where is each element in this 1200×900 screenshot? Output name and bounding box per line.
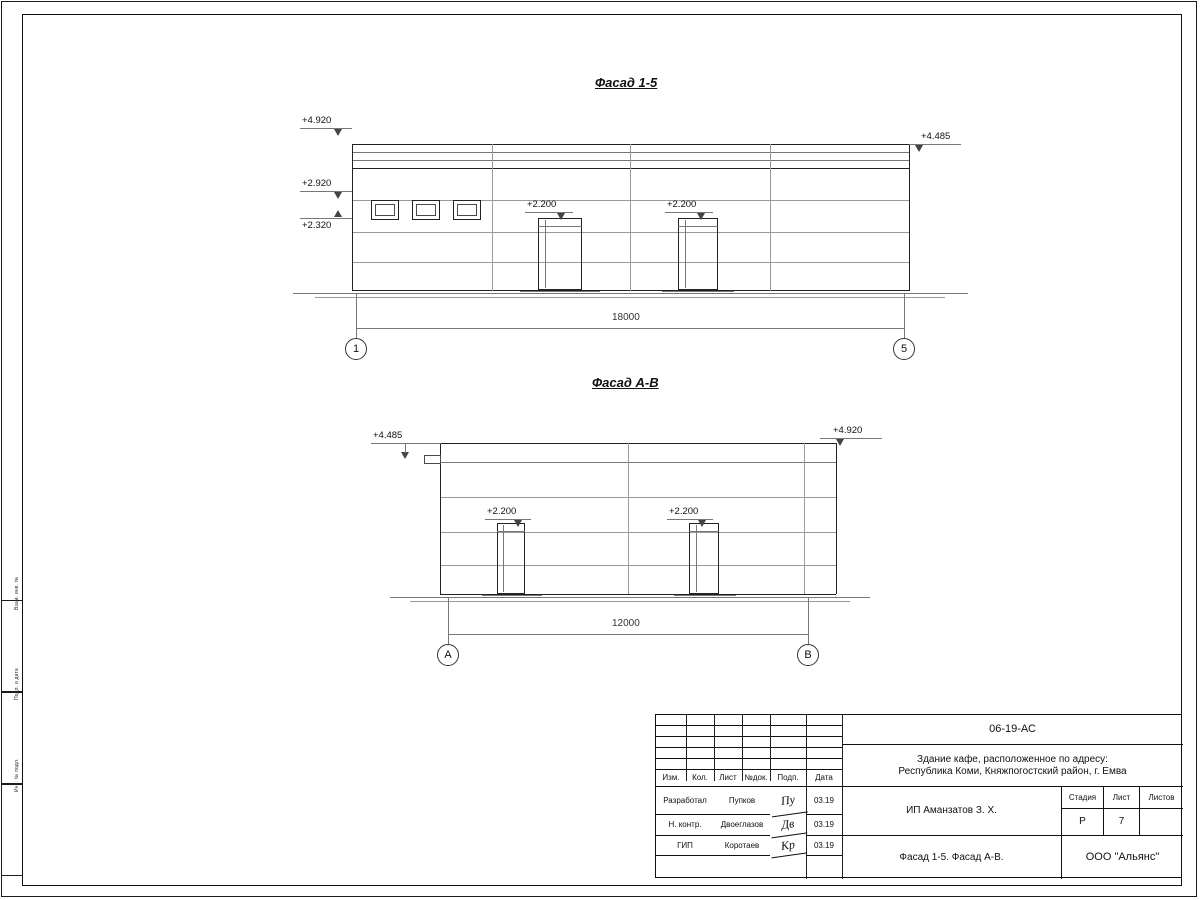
facade1-level-4485-arrow bbox=[915, 145, 923, 152]
facade2-door-2-transom bbox=[689, 531, 719, 532]
facade2-door1-level-arrow bbox=[514, 520, 522, 527]
stamp-left-blank-5 bbox=[656, 759, 842, 770]
facade2-cornice-line bbox=[440, 462, 836, 463]
facade2-right-edge bbox=[836, 443, 837, 594]
stamp-col-izm: Изм. bbox=[656, 770, 686, 787]
facade1-level-4485: +4.485 bbox=[921, 131, 951, 142]
facade2-ext-line-right bbox=[808, 598, 809, 638]
facade1-level-2920-leader bbox=[300, 191, 352, 192]
facade2-door-2 bbox=[689, 523, 719, 594]
stamp-signature-4 bbox=[770, 856, 806, 879]
facade1-axis-bubble-1: 1 bbox=[345, 338, 367, 360]
facade2-door-1-leaf bbox=[503, 525, 504, 592]
margin-label-1: Взам. инв. № bbox=[14, 576, 20, 610]
facade2-roof-line bbox=[440, 443, 836, 444]
stamp-sheet-title: Фасад 1-5. Фасад А-В. bbox=[842, 836, 1062, 879]
facade2-roof-vent bbox=[424, 455, 441, 464]
stamp-object-name bbox=[842, 745, 1183, 787]
stamp-col-ndok: №док. bbox=[742, 770, 770, 787]
facade2-door1-level: +2.200 bbox=[487, 506, 517, 517]
facade2-axis-line-right bbox=[804, 443, 805, 594]
stamp-left-blank-3 bbox=[656, 737, 842, 748]
facade2-level-4920-leader bbox=[820, 438, 882, 439]
facade2-door2-level-leader bbox=[667, 519, 713, 520]
facade2-door-1-step bbox=[482, 595, 542, 596]
stamp-lists-header: Листов bbox=[1140, 787, 1183, 809]
stamp-name-3: Коротаев bbox=[714, 836, 770, 856]
stamp-role-1: Разработал bbox=[656, 787, 714, 815]
facade1-level-2320-arrow bbox=[334, 210, 342, 217]
margin-strip-3 bbox=[1, 784, 22, 876]
stamp-col-podp: Подп. bbox=[770, 770, 806, 787]
stamp-date-4 bbox=[806, 856, 842, 879]
drawing-title-facade-a-b: Фасад А-В bbox=[592, 375, 659, 390]
facade1-level-2320: +2.320 bbox=[302, 220, 332, 231]
facade1-level-2920-arrow bbox=[334, 192, 342, 199]
stamp-signature-2: Дв bbox=[769, 813, 808, 839]
facade1-window-1-inner bbox=[375, 204, 395, 216]
facade1-door-2-transom bbox=[678, 226, 718, 227]
facade2-level-4920: +4.920 bbox=[833, 425, 863, 436]
stamp-organization: ООО "Альянс" bbox=[1085, 851, 1160, 864]
facade2-axis-bubble-b: В bbox=[797, 644, 819, 666]
stamp-signature-1: Пу bbox=[768, 785, 808, 818]
facade2-level-4920-arrow bbox=[836, 439, 844, 446]
stamp-name-4 bbox=[714, 856, 770, 879]
stamp-signature-3: Кр bbox=[769, 834, 807, 859]
facade1-left-edge bbox=[352, 144, 353, 291]
facade2-dimension-line bbox=[448, 634, 808, 635]
facade1-door-1-transom bbox=[538, 226, 582, 227]
facade2-door2-level: +2.200 bbox=[669, 506, 699, 517]
stamp-col-list: Лист bbox=[714, 770, 742, 787]
facade1-door1-level-leader bbox=[525, 212, 573, 213]
facade2-door-1-transom bbox=[497, 531, 525, 532]
facade1-door1-level: +2.200 bbox=[527, 199, 557, 210]
stamp-col-kol: Кол. bbox=[686, 770, 714, 787]
facade1-level-4920-leader bbox=[300, 128, 352, 129]
facade2-ground-line bbox=[390, 597, 870, 598]
facade2-door-1 bbox=[497, 523, 525, 594]
facade2-axis-bubble-a: А bbox=[437, 644, 459, 666]
facade1-level-2320-leader bbox=[300, 218, 352, 219]
stamp-name-1: Пупков bbox=[714, 787, 770, 815]
facade2-panel-line-1 bbox=[440, 497, 836, 498]
facade1-level-2920: +2.920 bbox=[302, 178, 332, 189]
facade1-door2-level: +2.200 bbox=[667, 199, 697, 210]
facade2-door-2-step bbox=[674, 595, 736, 596]
stamp-date-2: 03.19 bbox=[806, 815, 842, 836]
facade1-axis-bubble-5: 5 bbox=[893, 338, 915, 360]
facade2-level-4485-arrow bbox=[401, 452, 409, 459]
stamp-customer: ИП Аманзатов З. Х. bbox=[842, 787, 1062, 836]
stamp-date-1: 03.19 bbox=[806, 787, 842, 815]
stamp-col-data: Дата bbox=[806, 770, 842, 787]
stamp-role-4 bbox=[656, 856, 714, 879]
facade1-window-3-inner bbox=[457, 204, 477, 216]
facade1-ground-line bbox=[293, 293, 968, 294]
facade1-door-1-step bbox=[520, 291, 600, 292]
stamp-role-3: ГИП bbox=[656, 836, 714, 856]
facade1-right-edge bbox=[909, 144, 910, 291]
facade1-door-2-step bbox=[662, 291, 734, 292]
stamp-name-2: Двоеглазов bbox=[714, 815, 770, 836]
stamp-doc-code: 06-19-АС bbox=[842, 715, 1183, 745]
stamp-left-blank-1 bbox=[656, 715, 842, 726]
stamp-left-blank-4 bbox=[656, 748, 842, 759]
stamp-list-value: 7 bbox=[1104, 809, 1140, 836]
facade2-level-4485: +4.485 bbox=[373, 430, 403, 441]
facade1-dimension-18000: 18000 bbox=[612, 312, 640, 323]
facade1-door-2-leaf bbox=[685, 220, 686, 288]
facade1-axis-line-3 bbox=[630, 144, 631, 291]
stamp-stage-value: Р bbox=[1062, 809, 1104, 836]
facade1-door-2 bbox=[678, 218, 718, 290]
facade1-level-4920-arrow bbox=[334, 129, 342, 136]
facade1-door2-level-leader bbox=[665, 212, 713, 213]
stamp-stage-header: Стадия bbox=[1062, 787, 1104, 809]
facade2-ext-line-left bbox=[448, 598, 449, 638]
facade1-door-1-leaf bbox=[545, 220, 546, 288]
facade1-level-4920: +4.920 bbox=[302, 115, 332, 126]
facade1-ground-line-2 bbox=[315, 297, 945, 298]
facade1-axis-line-2 bbox=[492, 144, 493, 291]
facade2-door2-level-arrow bbox=[698, 520, 706, 527]
stamp-object-line-2: Республика Коми, Княжпогостский район, г. Емва bbox=[898, 765, 1127, 777]
facade2-ground-line-2 bbox=[410, 601, 850, 602]
facade1-door1-level-arrow bbox=[557, 213, 565, 220]
drawing-title-facade-1-5: Фасад 1-5 bbox=[595, 75, 658, 90]
stamp-list-header: Лист bbox=[1104, 787, 1140, 809]
margin-label-2: Подп. и дата bbox=[14, 668, 20, 700]
facade1-dimension-line bbox=[356, 328, 904, 329]
stamp-role-2: Н. контр. bbox=[656, 815, 714, 836]
facade2-door-2-leaf bbox=[696, 525, 697, 592]
facade1-door2-level-arrow bbox=[697, 213, 705, 220]
facade1-axis-line-4 bbox=[770, 144, 771, 291]
facade2-left-edge bbox=[440, 443, 441, 594]
stamp-left-blank-2 bbox=[656, 726, 842, 737]
margin-label-3: Инв. № подл. bbox=[14, 758, 20, 792]
facade1-window-2-inner bbox=[416, 204, 436, 216]
title-block bbox=[655, 714, 1182, 878]
facade2-door1-level-leader bbox=[485, 519, 531, 520]
stamp-date-3: 03.19 bbox=[806, 836, 842, 856]
stamp-lists-value bbox=[1140, 809, 1183, 836]
facade2-axis-line-mid bbox=[628, 443, 629, 594]
facade2-dimension-12000: 12000 bbox=[612, 618, 640, 629]
facade2-level-4485-leader bbox=[371, 443, 441, 444]
stamp-object-line-1: Здание кафе, расположенное по адресу: bbox=[917, 754, 1108, 765]
facade2-level-4485-stem bbox=[405, 443, 406, 453]
